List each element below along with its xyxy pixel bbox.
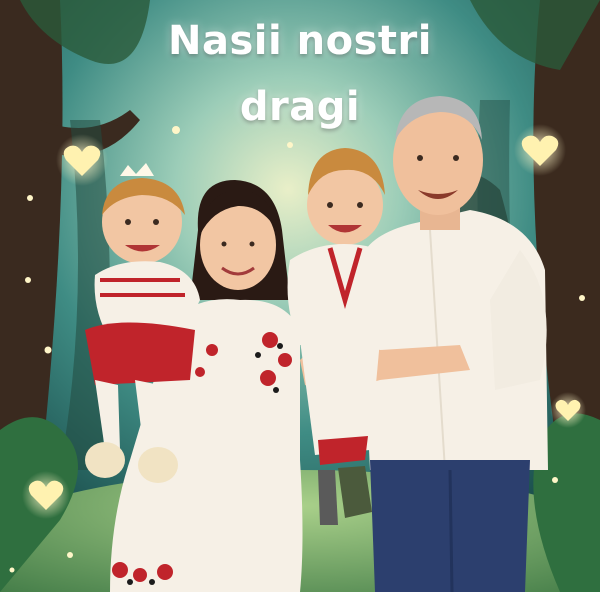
greeting-title	[0, 8, 600, 140]
greeting-title-line-1: Nasii nostri	[168, 18, 432, 64]
heart-icon	[22, 471, 70, 519]
heart-icon	[550, 392, 586, 428]
greeting-title-line-2: dragi	[239, 84, 361, 130]
heart-icon	[56, 134, 108, 186]
